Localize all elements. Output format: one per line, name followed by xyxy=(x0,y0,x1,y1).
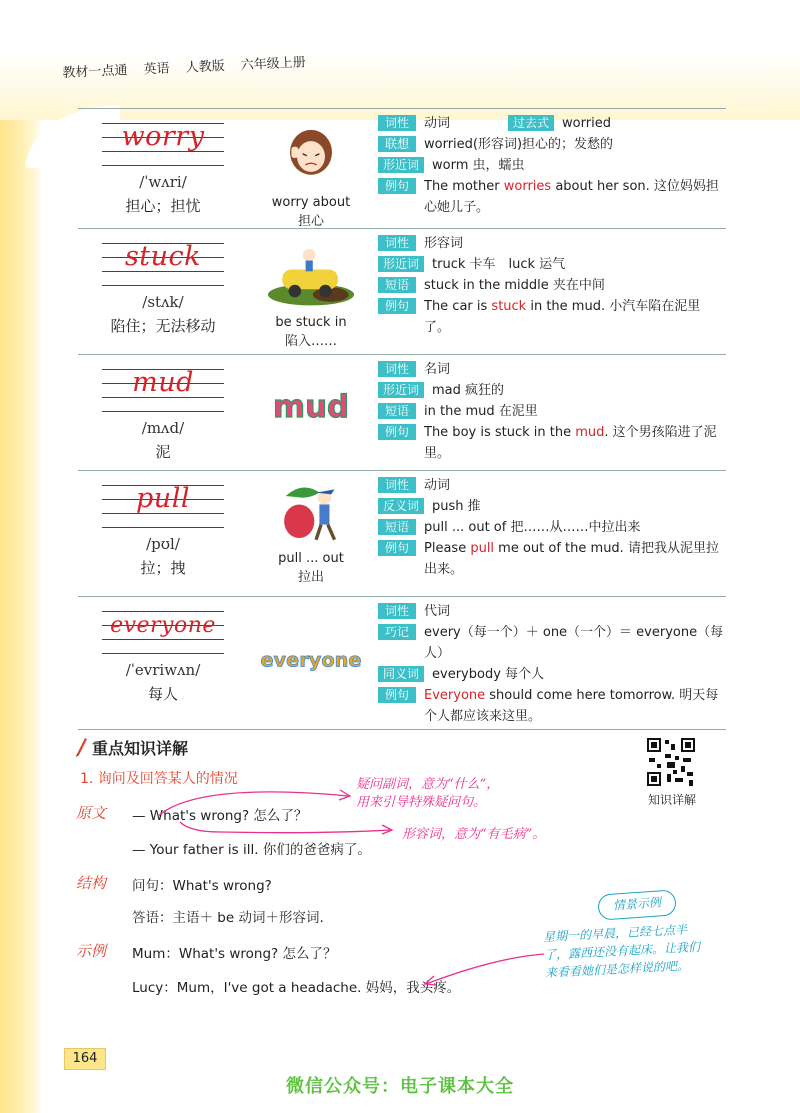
vocab-table xyxy=(78,108,726,730)
svg-text:mud: mud xyxy=(273,389,349,425)
note-ill: 形容词，意为“有毛病”。 xyxy=(402,827,546,842)
scene-note: 星期一的早晨，已经七点半 了，露西还没有起床。让我们 来看看她们是怎样说的吧。 xyxy=(542,922,701,981)
info-text: 动词 xyxy=(424,478,451,493)
info-text: truck 卡车 luck 运气 xyxy=(432,257,566,272)
info-text: every（每一个）＋ one（一个）＝ everyone（每人） xyxy=(424,625,724,661)
info-cell xyxy=(374,355,726,470)
info-line xyxy=(378,296,726,338)
tag: 词性 xyxy=(378,361,416,377)
scene-arrow xyxy=(420,950,550,990)
stuck-car-illustration xyxy=(261,239,361,309)
section-title xyxy=(74,736,188,759)
example-text: should come here tomorrow. 明天每个人都应该来这里。 xyxy=(424,688,719,724)
header-book: 教材一点通 xyxy=(62,63,128,81)
example-text: me out of the mud. 请把我从泥里拉出来。 xyxy=(424,541,719,577)
info-cell xyxy=(374,109,726,228)
tag: 词性 xyxy=(378,477,416,493)
side-band xyxy=(0,120,40,1113)
info-line xyxy=(378,275,726,296)
tag: 短语 xyxy=(378,403,416,419)
meaning: 陷住；无法移动 xyxy=(110,317,216,335)
header-subject: 英语 xyxy=(143,61,170,78)
word-cell xyxy=(78,471,248,596)
everyone-letters-illustration xyxy=(253,639,369,679)
info-line xyxy=(378,233,726,254)
caption-cn: 拉出 xyxy=(297,570,324,585)
svg-text:everyone: everyone xyxy=(260,648,362,672)
info-text: push 推 xyxy=(432,499,481,514)
picture-cell xyxy=(248,471,374,596)
phonetic: /mʌd/ xyxy=(141,419,185,437)
meaning: 拉；拽 xyxy=(140,559,186,577)
note-wrong: 疑问副词，意为“什么”， 用来引导特殊疑问句。 xyxy=(356,777,500,810)
info-cell xyxy=(374,229,726,354)
highlight-word: worries xyxy=(503,179,552,194)
tag: 词性 xyxy=(378,603,416,619)
watermark: 微信公众号：电子课本大全 xyxy=(286,1076,514,1097)
vocab-word: stuck xyxy=(124,241,202,272)
phonetic: /pʊl/ xyxy=(146,535,180,553)
tag: 例句 xyxy=(378,178,416,194)
caption-en: pull ... out xyxy=(278,551,344,566)
example-line-2: Lucy：Mum，I've got a headache. 妈妈，我头疼。 xyxy=(132,980,461,996)
header-grade: 六年级上册 xyxy=(240,55,307,74)
info-text: worm 虫，蠕虫 xyxy=(432,158,525,173)
vocab-row-stuck xyxy=(78,228,726,354)
vocab-row-worry xyxy=(78,108,726,228)
structure-line-1: 问句：What's wrong? xyxy=(132,878,272,894)
highlight-word: pull xyxy=(470,541,495,556)
tag: 形近词 xyxy=(378,256,424,272)
original-line-1: — What's wrong? 怎么了？ xyxy=(132,808,308,824)
tag: 词性 xyxy=(378,115,416,131)
tag: 短语 xyxy=(378,519,416,535)
meaning: 每人 xyxy=(147,685,178,703)
vocab-row-mud xyxy=(78,354,726,470)
tag: 例句 xyxy=(378,540,416,556)
info-line xyxy=(378,517,726,538)
tag: 词性 xyxy=(378,235,416,251)
example-text: The mother xyxy=(424,179,504,194)
info-line xyxy=(378,401,726,422)
example-line-1: Mum：What's wrong? 怎么了？ xyxy=(132,946,337,962)
tag: 巧记 xyxy=(378,624,416,640)
info-line xyxy=(378,155,726,176)
example-text: Please xyxy=(424,541,471,556)
tag: 例句 xyxy=(378,687,416,703)
caption-cn: 担心 xyxy=(297,214,324,229)
phonetic: /ˈevriwʌn/ xyxy=(125,661,201,679)
info-line xyxy=(378,380,726,401)
caption-cn: 陷入…… xyxy=(284,334,337,349)
original-line-2: — Your father is ill. 你们的爸爸病了。 xyxy=(132,842,371,858)
vocab-word: everyone xyxy=(110,613,216,638)
info-text: in the mud 在泥里 xyxy=(424,404,538,419)
picture-cell xyxy=(248,229,374,354)
phonetic: /stʌk/ xyxy=(142,293,184,311)
label-original: 原文 xyxy=(76,804,107,822)
highlight-word: Everyone xyxy=(424,688,486,703)
tag: 反义词 xyxy=(378,498,424,514)
info-line xyxy=(378,496,726,517)
structure-line-2: 答语：主语＋ be 动词＋形容词. xyxy=(132,910,324,926)
info-line xyxy=(378,685,726,727)
info-line xyxy=(378,538,726,580)
vocab-word: worry xyxy=(121,121,205,152)
vocab-word: mud xyxy=(132,367,194,398)
info-line xyxy=(378,134,726,155)
caption-en: worry about xyxy=(271,195,351,210)
tag: 例句 xyxy=(378,424,416,440)
info-cell xyxy=(374,471,726,596)
info-line xyxy=(378,359,726,380)
picture-cell xyxy=(248,355,374,470)
info-text: pull ... out of 把……从……中拉出来 xyxy=(424,520,641,535)
page-number: 164 xyxy=(64,1048,106,1070)
header-edition: 人教版 xyxy=(185,58,226,76)
vocab-row-everyone xyxy=(78,596,726,730)
meaning: 泥 xyxy=(155,443,171,461)
caption-en: be stuck in xyxy=(275,315,347,330)
highlight-word: mud xyxy=(575,425,605,440)
label-structure: 结构 xyxy=(76,874,107,892)
vocab-row-pull xyxy=(78,470,726,596)
word-cell xyxy=(78,597,248,729)
example-text: The car is xyxy=(424,299,492,314)
info-text: 动词 xyxy=(424,116,451,131)
pencil-icon xyxy=(74,736,88,758)
word-cell xyxy=(78,109,248,228)
info-cell xyxy=(374,597,726,729)
example-text: about her son. 这位妈妈担心她儿子。 xyxy=(424,179,719,215)
label-example: 示例 xyxy=(76,942,107,960)
picture-cell xyxy=(248,597,374,729)
scene-badge: 情景示例 xyxy=(597,889,677,920)
word-cell xyxy=(78,355,248,470)
info-line xyxy=(378,475,726,496)
worried-girl-illustration xyxy=(276,117,346,189)
example-text: . 这个男孩陷进了泥里。 xyxy=(424,425,717,461)
mud-letters-illustration xyxy=(261,377,361,437)
info-text: worried(形容词)担心的；发愁的 xyxy=(424,137,614,152)
meaning: 担心；担忧 xyxy=(125,197,201,215)
info-text: stuck in the middle 夹在中间 xyxy=(424,278,605,293)
tag: 形近词 xyxy=(378,157,424,173)
example-text: The boy is stuck in the xyxy=(424,425,576,440)
phonetic: /ˈwʌri/ xyxy=(139,173,187,191)
info-line xyxy=(378,113,726,134)
section-title-text: 重点知识详解 xyxy=(92,739,189,758)
tag: 联想 xyxy=(378,136,416,152)
vocab-word: pull xyxy=(136,483,190,514)
info-line xyxy=(378,254,726,275)
info-line xyxy=(378,664,726,685)
word-cell xyxy=(78,229,248,354)
info-line xyxy=(378,176,726,218)
info-line xyxy=(378,601,726,622)
info-text: mad 疯狂的 xyxy=(432,383,505,398)
subsection-title: 1. 询问及回答某人的情况 xyxy=(80,771,238,787)
info-line xyxy=(378,622,726,664)
tag: 过去式 xyxy=(508,115,554,131)
pulling-boy-illustration xyxy=(269,479,353,545)
highlight-word: stuck xyxy=(491,299,527,314)
info-text: 形容词 xyxy=(424,236,464,251)
qr-label: 知识详解 xyxy=(647,793,696,807)
tag: 同义词 xyxy=(378,666,424,682)
qr-code-icon[interactable] xyxy=(645,736,697,788)
info-text: 代词 xyxy=(424,604,451,619)
tag: 例句 xyxy=(378,298,416,314)
info-text: everybody 每个人 xyxy=(432,667,545,682)
info-text: 名词 xyxy=(424,362,451,377)
info-text: worried xyxy=(562,116,611,131)
tag: 短语 xyxy=(378,277,416,293)
picture-cell xyxy=(248,109,374,228)
tag: 形近词 xyxy=(378,382,424,398)
example-text: in the mud. 小汽车陷在泥里了。 xyxy=(424,299,701,335)
info-line xyxy=(378,422,726,464)
